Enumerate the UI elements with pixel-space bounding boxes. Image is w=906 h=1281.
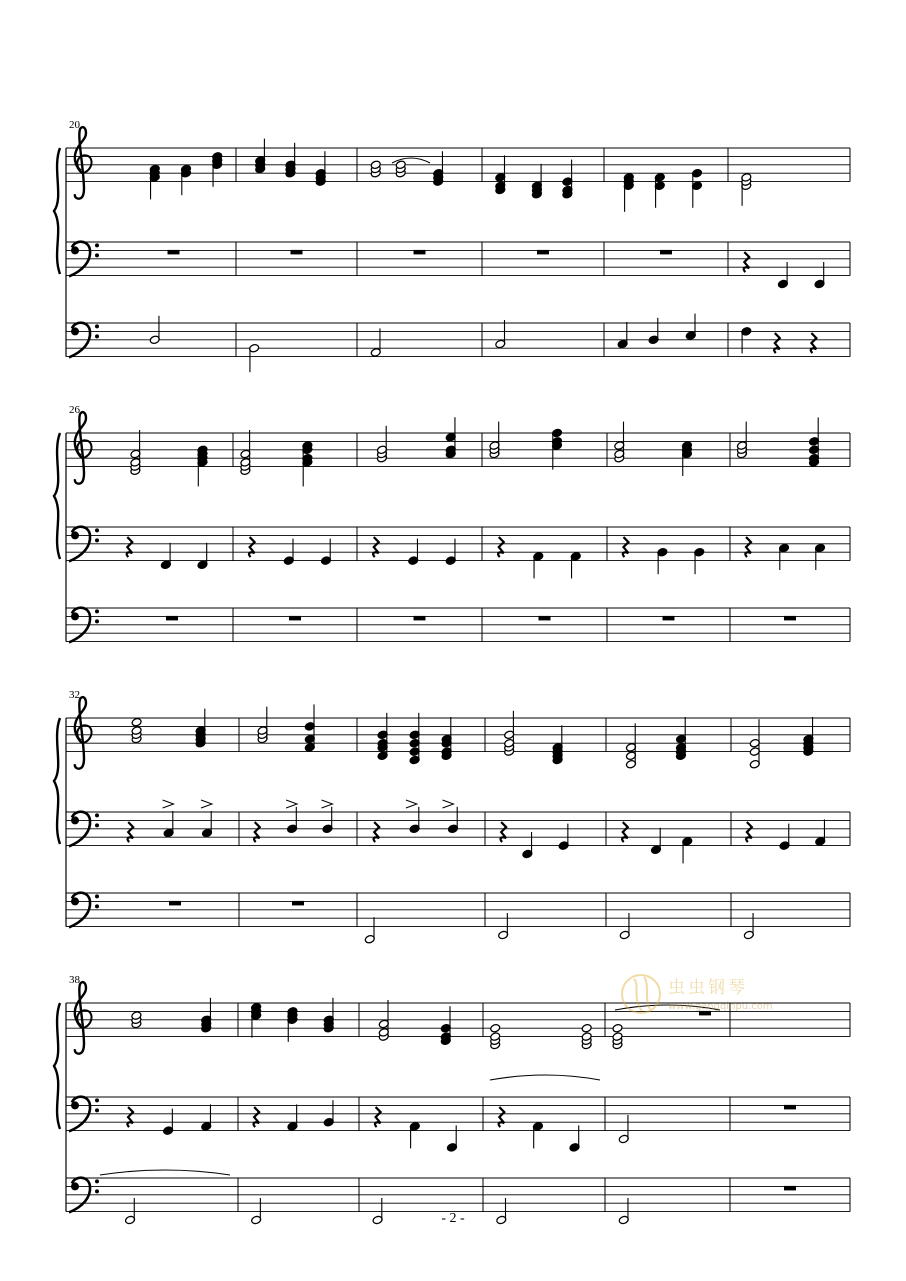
measure [784, 1105, 796, 1110]
quarter-rest [744, 252, 750, 272]
page-number: - 2 - [441, 1211, 465, 1226]
brace [54, 433, 60, 559]
measure [291, 250, 303, 255]
whole-rest [784, 616, 796, 621]
measure [622, 822, 693, 863]
measure [255, 139, 326, 187]
whole-rest [168, 250, 180, 255]
quarter-rest [499, 1107, 505, 1127]
measure-number: 20 [69, 119, 80, 131]
measure [623, 537, 705, 574]
measure [166, 616, 178, 621]
measure [169, 901, 181, 906]
quarter-rest [811, 333, 817, 353]
measure [257, 704, 315, 752]
quarter-rest [373, 537, 379, 557]
whole-rest [414, 616, 426, 621]
brace [54, 718, 60, 844]
whole-rest [292, 901, 304, 906]
quarter-rest [253, 1107, 259, 1127]
quarter-rest [127, 1107, 133, 1127]
whole-rest [414, 250, 426, 255]
watermark [610, 965, 810, 1035]
system [54, 404, 850, 642]
quarter-rest [375, 1107, 381, 1127]
measure [289, 616, 301, 621]
accent-mark [286, 800, 297, 808]
measure [249, 537, 332, 565]
measure [737, 417, 820, 467]
measure [498, 537, 581, 578]
treble-clef-icon [75, 412, 92, 484]
accent-mark [201, 800, 212, 808]
measure [495, 320, 506, 349]
measure [495, 155, 573, 199]
measure [373, 537, 456, 565]
measure-number: 38 [69, 974, 80, 986]
measure [414, 250, 426, 255]
quarter-rest [498, 537, 504, 557]
accent-mark [443, 800, 454, 808]
staff [66, 242, 850, 289]
whole-rest [784, 1186, 796, 1191]
staff [66, 608, 850, 643]
whole-rest [663, 616, 675, 621]
whole-rest [660, 250, 672, 255]
measure [537, 250, 549, 255]
whole-rest [169, 901, 181, 906]
tie [100, 1170, 230, 1175]
staff [66, 1097, 850, 1152]
quarter-rest [127, 537, 133, 557]
tie [490, 1075, 600, 1080]
measure [168, 250, 180, 255]
notehead [581, 1023, 592, 1033]
watermark-url: www.gangqinpu.com [668, 1001, 773, 1012]
measure [377, 713, 452, 765]
whole-rest [291, 250, 303, 255]
measure [663, 616, 675, 621]
whole-rest [539, 616, 551, 621]
measure [377, 417, 457, 463]
brace [54, 148, 60, 274]
brace [54, 1003, 60, 1129]
accent-mark [322, 800, 333, 808]
measure [744, 252, 825, 289]
measure [489, 422, 562, 470]
quarter-rest [500, 822, 506, 842]
watermark-name: 虫虫钢琴 [668, 978, 748, 998]
measure [127, 537, 208, 569]
staff [66, 127, 850, 212]
system [54, 689, 850, 944]
staff [66, 807, 850, 864]
whole-rest [289, 616, 301, 621]
measure [614, 422, 693, 476]
measure [149, 316, 160, 345]
measure [500, 822, 569, 859]
measure [378, 1000, 451, 1046]
accent-mark [406, 800, 417, 808]
measure [131, 709, 206, 748]
quarter-rest [254, 822, 260, 842]
whole-rest [784, 1105, 796, 1110]
measure-number: 32 [69, 689, 80, 701]
staff [66, 314, 850, 373]
quarter-rest [746, 822, 752, 842]
quarter-rest [774, 333, 780, 353]
quarter-rest [374, 822, 380, 842]
measure [504, 711, 563, 765]
measure [618, 1115, 629, 1144]
whole-rest [537, 250, 549, 255]
measure [784, 1186, 796, 1191]
treble-clef-icon [75, 982, 92, 1054]
quarter-rest [623, 537, 629, 557]
measure [745, 537, 825, 570]
measure [364, 917, 375, 944]
staff [66, 697, 850, 769]
staff [66, 412, 850, 486]
measure [149, 152, 222, 200]
measure [741, 173, 752, 206]
treble-clef-icon [75, 697, 92, 769]
measure [253, 1100, 334, 1131]
measure [292, 901, 304, 906]
measure [784, 616, 796, 621]
measure [660, 250, 672, 255]
notehead [490, 1023, 501, 1033]
measure [539, 616, 551, 621]
staff [66, 527, 850, 579]
treble-clef-icon [75, 127, 92, 199]
measure [623, 168, 702, 211]
watermark-logo-icon [620, 967, 662, 1021]
system [54, 119, 850, 372]
accent-mark [163, 800, 174, 808]
staff [66, 893, 850, 944]
measure [370, 328, 381, 357]
measure [249, 343, 260, 372]
quarter-rest [622, 822, 628, 842]
quarter-rest [128, 822, 134, 842]
notehead [131, 717, 142, 727]
quarter-rest [745, 537, 751, 557]
measure-number: 26 [69, 404, 80, 416]
quarter-rest [249, 537, 255, 557]
measure [414, 616, 426, 621]
whole-rest [166, 616, 178, 621]
